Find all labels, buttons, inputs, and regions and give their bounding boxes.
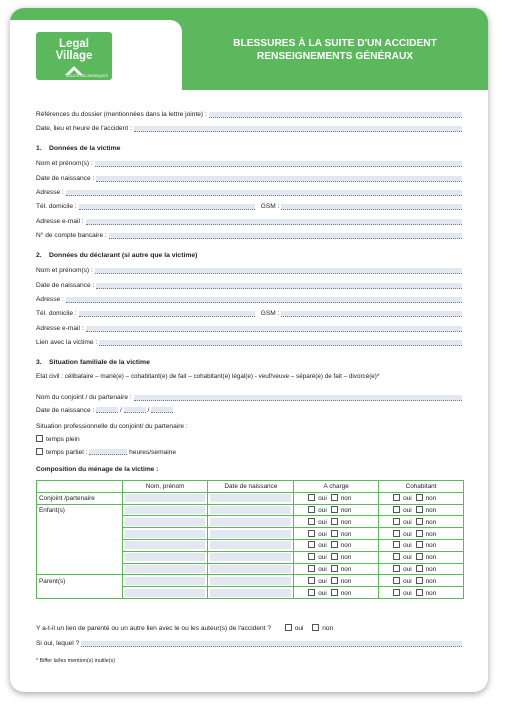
row-label-blank	[37, 516, 123, 528]
row-label-blank	[37, 563, 123, 575]
oui-checkbox[interactable]	[393, 589, 400, 596]
lien-non-checkbox[interactable]	[312, 624, 319, 631]
s2-email-field[interactable]	[86, 326, 462, 332]
conjoint-naissance-label: Date de naissance :	[36, 407, 95, 414]
table-row	[37, 563, 464, 575]
nom-cell[interactable]	[122, 575, 208, 587]
oui-checkbox[interactable]	[393, 577, 400, 584]
oui-checkbox[interactable]	[308, 541, 315, 548]
table-row	[37, 516, 464, 528]
nom-cell[interactable]	[122, 504, 208, 516]
naissance-cell[interactable]	[208, 528, 294, 540]
nom-cell[interactable]	[122, 528, 208, 540]
naissance-cell[interactable]	[208, 551, 294, 563]
temps-plein-option	[36, 435, 80, 443]
s2-tel-field[interactable]	[79, 311, 255, 317]
lien-oui-label: oui	[294, 625, 304, 632]
s2-lien-field[interactable]	[99, 340, 462, 346]
date-slash-1: /	[119, 407, 122, 414]
lien-oui-checkbox[interactable]	[285, 624, 292, 631]
header-a-charge: A charge	[294, 481, 379, 493]
s1-nom-field[interactable]	[95, 161, 462, 167]
s1-adresse-label: Adresse :	[36, 189, 64, 196]
s2-lien-label: Lien avec la victime :	[36, 339, 98, 346]
date-lieu-field[interactable]	[134, 126, 462, 132]
oui-checkbox[interactable]	[393, 565, 400, 572]
oui-checkbox[interactable]	[308, 589, 315, 596]
oui-checkbox[interactable]	[308, 506, 315, 513]
row-label-blank	[37, 528, 123, 540]
s2-email-row	[36, 323, 462, 332]
s1-tel-row	[36, 201, 462, 210]
oui-checkbox[interactable]	[393, 541, 400, 548]
heures-semaine-label: heures/semaine	[129, 449, 177, 456]
row-label-parents: Parent(s)	[37, 575, 123, 587]
naissance-cell[interactable]	[208, 492, 294, 504]
oui-checkbox[interactable]	[393, 494, 400, 501]
references-label: Références du dossier (mentionnées dans la lettre jointe) :	[36, 111, 207, 118]
table-row	[37, 539, 464, 551]
table-row	[37, 587, 464, 599]
nom-cell[interactable]	[122, 587, 208, 599]
non-checkbox[interactable]	[416, 518, 423, 525]
section1-number: 1.	[36, 145, 42, 152]
table-row	[37, 528, 464, 540]
non-checkbox[interactable]	[416, 565, 423, 572]
non-checkbox[interactable]	[331, 565, 338, 572]
s1-compte-field[interactable]	[109, 233, 462, 239]
si-oui-label: Si oui, lequel ?	[36, 640, 80, 647]
oui-checkbox[interactable]	[308, 530, 315, 537]
s2-adresse-label: Adresse :	[36, 296, 64, 303]
non-checkbox[interactable]	[331, 541, 338, 548]
page-title	[190, 38, 480, 63]
si-oui-field[interactable]	[81, 641, 462, 647]
s2-tel-row	[36, 308, 462, 317]
cohabitant-cell: oui non	[379, 492, 464, 504]
logo-line2: Village	[55, 50, 93, 62]
row-label-blank	[37, 551, 123, 563]
section3-title: Situation familiale de la victime	[49, 359, 150, 366]
a-charge-cell: oui non	[294, 551, 379, 563]
temps-partiel-checkbox[interactable]	[36, 448, 43, 455]
oui-checkbox[interactable]	[393, 553, 400, 560]
non-checkbox[interactable]	[416, 506, 423, 513]
lien-non-label: non	[322, 625, 334, 632]
cohabitant-cell: oui non	[379, 551, 464, 563]
a-charge-cell: oui non	[294, 539, 379, 551]
conjoint-naissance-day[interactable]	[96, 407, 118, 413]
nom-cell[interactable]	[122, 516, 208, 528]
cohabitant-cell: oui non	[379, 575, 464, 587]
header-blank	[37, 481, 123, 493]
cohabitant-cell: oui non	[379, 539, 464, 551]
logo-line1: Legal	[58, 38, 90, 50]
conjoint-naissance-month[interactable]	[124, 407, 146, 413]
s2-nom-label: Nom et prénom(s) :	[36, 267, 93, 274]
non-checkbox[interactable]	[416, 589, 423, 596]
s2-nom-row	[36, 265, 462, 274]
s1-naissance-row	[36, 173, 462, 182]
section2-title: Données du déclarant (si autre que la victime)	[49, 252, 198, 259]
conjoint-nom-field[interactable]	[134, 395, 462, 401]
temps-plein-label: temps plein	[46, 436, 80, 443]
oui-checkbox[interactable]	[308, 577, 315, 584]
header-naissance: Date de naissance	[208, 481, 294, 493]
section2-number: 2.	[36, 252, 42, 259]
s2-lien-row	[36, 337, 462, 346]
a-charge-cell: oui non	[294, 587, 379, 599]
conjoint-nom-row	[36, 392, 462, 401]
oui-checkbox[interactable]	[308, 518, 315, 525]
row-label-conjoint: Conjoint /partenaire	[37, 492, 123, 504]
non-checkbox[interactable]	[331, 589, 338, 596]
row-label-enfants: Enfant(s)	[37, 504, 123, 516]
section1-heading	[36, 145, 120, 152]
table-row	[37, 575, 464, 587]
s2-gsm-field[interactable]	[281, 311, 462, 317]
table-header-row	[37, 481, 464, 493]
s2-naissance-field[interactable]	[96, 283, 462, 289]
non-checkbox[interactable]	[416, 541, 423, 548]
a-charge-cell: oui non	[294, 504, 379, 516]
a-charge-cell: oui non	[294, 575, 379, 587]
cohabitant-cell: oui non	[379, 587, 464, 599]
oui-checkbox[interactable]	[393, 518, 400, 525]
non-checkbox[interactable]	[416, 577, 423, 584]
title-line2: RENSEIGNEMENTS GÉNÉRAUX	[256, 50, 414, 62]
section3-heading	[36, 359, 150, 366]
conjoint-naissance-row	[36, 407, 173, 414]
nom-cell[interactable]	[122, 551, 208, 563]
non-checkbox[interactable]	[416, 553, 423, 560]
cohabitant-cell: oui non	[379, 516, 464, 528]
nom-cell[interactable]	[122, 563, 208, 575]
si-oui-row	[36, 638, 462, 647]
row-label-blank	[37, 539, 123, 551]
s1-email-row	[36, 216, 462, 225]
footnote: * Biffer la/les mention(s) inutile(s)	[36, 658, 115, 664]
oui-checkbox[interactable]	[393, 506, 400, 513]
s1-nom-label: Nom et prénom(s) :	[36, 160, 93, 167]
nom-cell[interactable]	[122, 492, 208, 504]
naissance-cell[interactable]	[208, 587, 294, 599]
lien-auteur-question: Y a-t-il un lien de parenté ou un autre lien avec le ou les auteur(s) de l'accident ?	[36, 625, 271, 632]
lien-auteur-row	[36, 624, 333, 632]
s1-email-label: Adresse e-mail :	[36, 218, 84, 225]
s1-compte-row	[36, 230, 462, 239]
a-charge-cell: oui non	[294, 492, 379, 504]
section2-heading	[36, 252, 197, 259]
s2-adresse-field[interactable]	[66, 297, 462, 303]
table-row	[37, 551, 464, 563]
oui-checkbox[interactable]	[308, 565, 315, 572]
naissance-cell[interactable]	[208, 539, 294, 551]
menage-table	[36, 480, 464, 599]
s1-naissance-field[interactable]	[96, 176, 462, 182]
s1-tel-label: Tél. domicile :	[36, 203, 77, 210]
conjoint-naissance-year[interactable]	[151, 407, 173, 413]
date-slash-2: /	[147, 407, 150, 414]
s2-gsm-label: GSM :	[260, 310, 280, 317]
row-label-blank	[37, 587, 123, 599]
section3-number: 3.	[36, 359, 42, 366]
menage-title: Composition du ménage de la victime :	[36, 466, 159, 473]
non-checkbox[interactable]	[331, 494, 338, 501]
date-lieu-label: Date, lieu et heure de l'accident :	[36, 125, 132, 132]
table-row	[37, 504, 464, 516]
a-charge-cell: oui non	[294, 563, 379, 575]
logo-tagline: SOLUTIONS JURIDIQUES	[65, 74, 108, 78]
non-checkbox[interactable]	[416, 530, 423, 537]
section1-title: Données de la victime	[49, 145, 121, 152]
naissance-cell[interactable]	[208, 575, 294, 587]
oui-checkbox[interactable]	[393, 530, 400, 537]
cohabitant-cell: oui non	[379, 563, 464, 575]
oui-checkbox[interactable]	[308, 494, 315, 501]
s1-gsm-field[interactable]	[281, 204, 462, 210]
temps-plein-checkbox[interactable]	[36, 435, 43, 442]
s2-nom-field[interactable]	[95, 268, 462, 274]
non-checkbox[interactable]	[331, 518, 338, 525]
header-nom: Nom, prénom	[122, 481, 208, 493]
cohabitant-cell: oui non	[379, 504, 464, 516]
situation-pro-label: Situation professionnelle du conjoint/ du partenaire :	[36, 423, 188, 430]
naissance-cell[interactable]	[208, 504, 294, 516]
temps-partiel-option	[36, 448, 176, 456]
s2-naissance-row	[36, 280, 462, 289]
non-checkbox[interactable]	[331, 506, 338, 513]
s1-adresse-row	[36, 187, 462, 196]
header-cohabitant: Cohabitant	[379, 481, 464, 493]
s2-tel-label: Tél. domicile :	[36, 310, 77, 317]
s2-adresse-row	[36, 294, 462, 303]
cohabitant-cell: oui non	[379, 528, 464, 540]
a-charge-cell: oui non	[294, 516, 379, 528]
s2-email-label: Adresse e-mail :	[36, 325, 84, 332]
non-checkbox[interactable]	[331, 577, 338, 584]
table-row	[37, 492, 464, 504]
naissance-cell[interactable]	[208, 563, 294, 575]
legal-village-logo	[36, 32, 112, 80]
s1-gsm-label: GSM :	[260, 203, 280, 210]
s1-email-field[interactable]	[86, 219, 462, 225]
s1-tel-field[interactable]	[79, 204, 255, 210]
date-lieu-row	[36, 123, 462, 132]
conjoint-nom-label: Nom du conjoint / du partenaire :	[36, 394, 132, 401]
non-checkbox[interactable]	[331, 553, 338, 560]
oui-checkbox[interactable]	[308, 553, 315, 560]
temps-partiel-label: temps partiel :	[46, 449, 88, 456]
non-checkbox[interactable]	[331, 530, 338, 537]
references-field[interactable]	[209, 112, 462, 118]
s1-adresse-field[interactable]	[66, 190, 462, 196]
naissance-cell[interactable]	[208, 516, 294, 528]
s1-naissance-label: Date de naissance :	[36, 175, 95, 182]
s1-compte-label: N° de compte bancaire :	[36, 232, 107, 239]
s2-naissance-label: Date de naissance :	[36, 282, 95, 289]
form-page	[10, 8, 488, 692]
non-checkbox[interactable]	[416, 494, 423, 501]
temps-partiel-hours-field[interactable]	[89, 449, 127, 455]
s1-nom-row	[36, 158, 462, 167]
etat-civil-text[interactable]: Etat civil : célibataire – marié(e) – cohabitant(e) de fait – cohabitant(e) légal(e) - veuf/veuve – séparé(e) de fait – divorcé(e)*	[36, 373, 380, 380]
title-line1: BLESSURES À LA SUITE D'UN ACCIDENT	[233, 38, 437, 49]
references-row	[36, 109, 462, 118]
nom-cell[interactable]	[122, 539, 208, 551]
a-charge-cell: oui non	[294, 528, 379, 540]
